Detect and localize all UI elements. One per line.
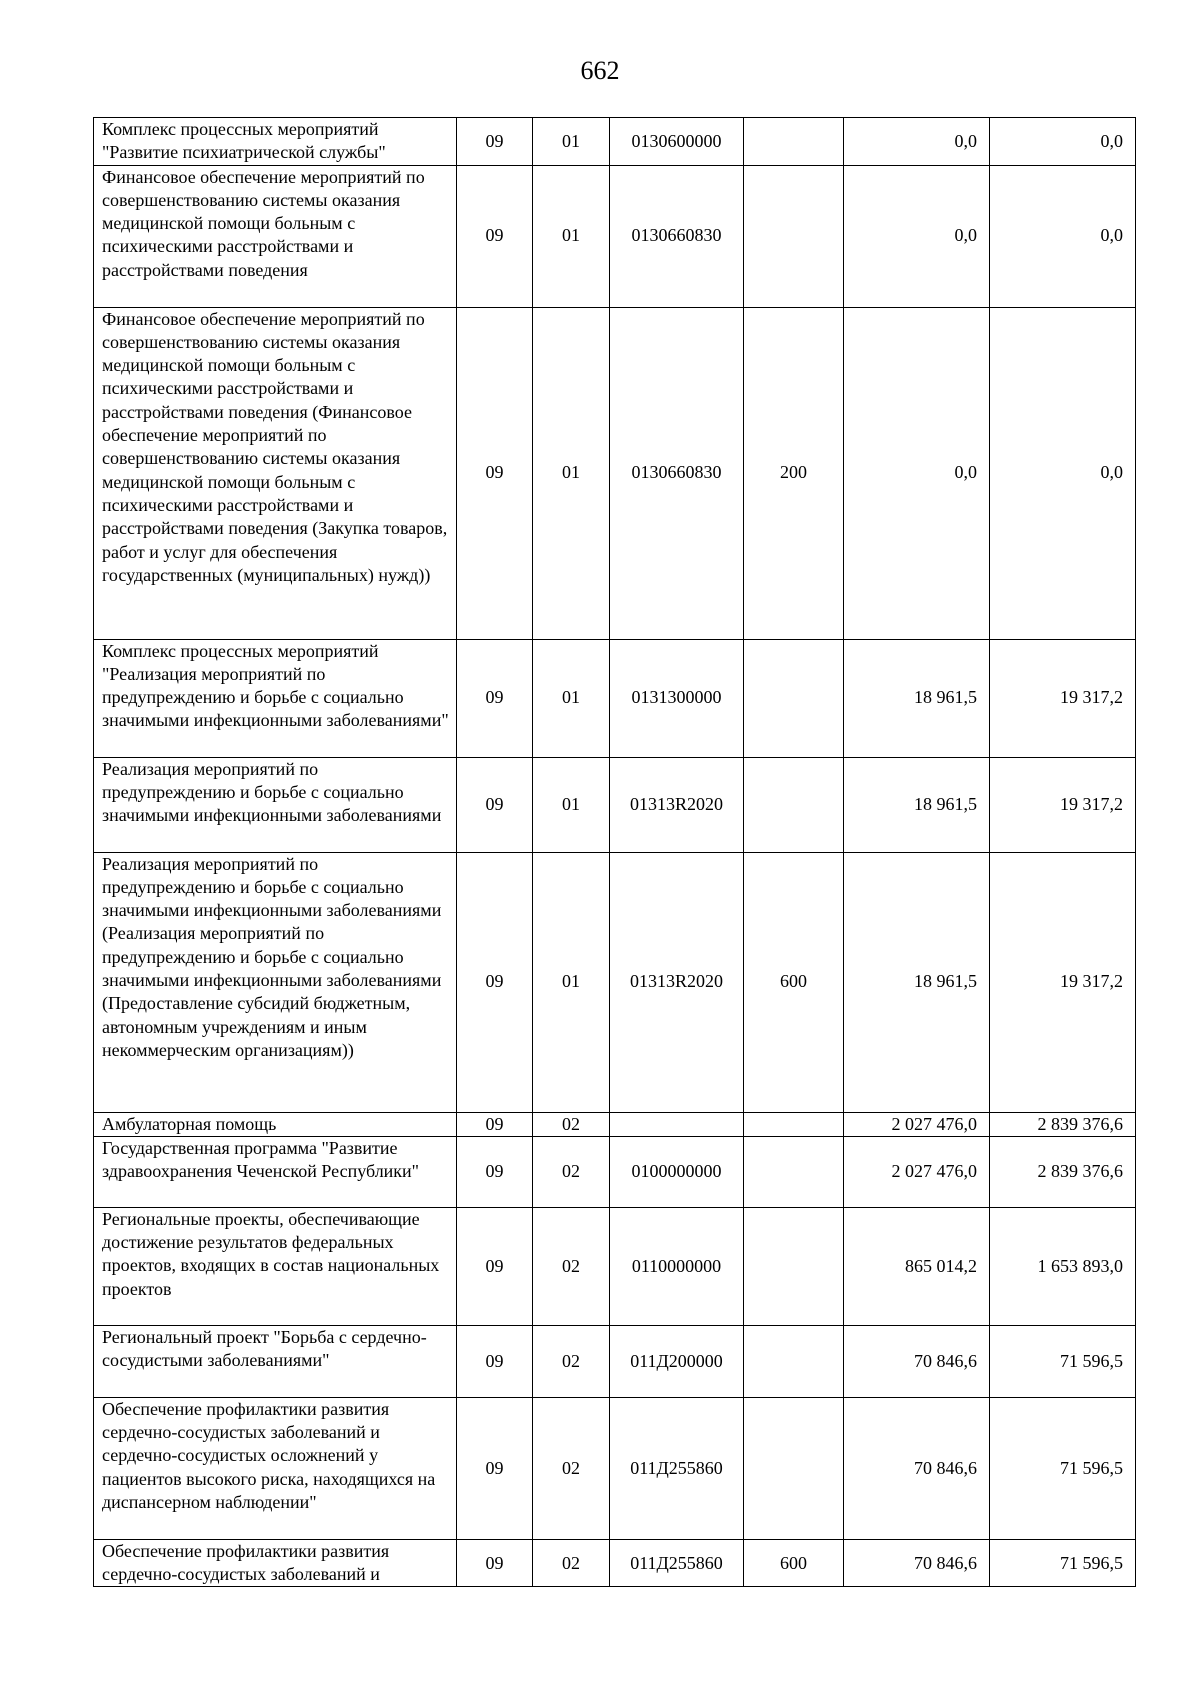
row-sum-year-2: 19 317,2: [990, 639, 1136, 757]
table-row: [94, 1325, 1136, 1397]
row-section: 09: [457, 1207, 533, 1325]
row-subsection: 01: [533, 307, 610, 639]
row-expense-type: 600: [744, 852, 844, 1112]
table-row: [94, 1112, 1136, 1136]
row-section: 09: [457, 118, 533, 166]
row-target-article: 0100000000: [610, 1136, 744, 1207]
row-name: Комплекс процессных мероприятий "Развитие психиатрической службы": [94, 118, 457, 166]
row-section: 09: [457, 1136, 533, 1207]
row-target-article: 0131300000: [610, 639, 744, 757]
row-expense-type: [744, 165, 844, 307]
table-row: [94, 1207, 1136, 1325]
row-expense-type: [744, 1397, 844, 1539]
row-subsection: 01: [533, 165, 610, 307]
row-section: 09: [457, 1397, 533, 1539]
row-section: 09: [457, 1539, 533, 1587]
row-expense-type: [744, 118, 844, 166]
row-target-article: [610, 1112, 744, 1136]
row-expense-type: [744, 1325, 844, 1397]
row-sum-year-1: 70 846,6: [844, 1539, 990, 1587]
row-sum-year-2: 71 596,5: [990, 1397, 1136, 1539]
row-sum-year-1: 70 846,6: [844, 1397, 990, 1539]
row-section: 09: [457, 1325, 533, 1397]
row-sum-year-1: 18 961,5: [844, 639, 990, 757]
row-target-article: 0130600000: [610, 118, 744, 166]
row-sum-year-1: 865 014,2: [844, 1207, 990, 1325]
row-target-article: 0130660830: [610, 165, 744, 307]
row-target-article: 0110000000: [610, 1207, 744, 1325]
row-expense-type: 200: [744, 307, 844, 639]
row-sum-year-1: 0,0: [844, 118, 990, 166]
row-target-article: 011Д255860: [610, 1539, 744, 1587]
row-section: 09: [457, 307, 533, 639]
row-section: 09: [457, 165, 533, 307]
row-sum-year-2: 0,0: [990, 165, 1136, 307]
row-name: Комплекс процессных мероприятий "Реализация мероприятий по предупреждению и борьбе с социально значимыми инфекционными заболеваниями": [94, 639, 457, 757]
row-sum-year-2: 71 596,5: [990, 1539, 1136, 1587]
table-row: [94, 1136, 1136, 1207]
row-name: Региональные проекты, обеспечивающие достижение результатов федеральных проектов, входящих в состав национальных проектов: [94, 1207, 457, 1325]
row-sum-year-1: 0,0: [844, 307, 990, 639]
table-row: [94, 118, 1136, 166]
row-expense-type: [744, 639, 844, 757]
row-subsection: 01: [533, 639, 610, 757]
table-row: [94, 757, 1136, 852]
row-name: Реализация мероприятий по предупреждению и борьбе с социально значимыми инфекционными заболеваниями (Реализация мероприятий по предупреждению и борьбе с социально значимыми инфекционными заболеваниями (Предоставление субсидий бюджетным, автономным учреждениям и иным некоммерческим организациям)): [94, 852, 457, 1112]
row-subsection: 02: [533, 1397, 610, 1539]
row-expense-type: [744, 1207, 844, 1325]
row-sum-year-1: 18 961,5: [844, 757, 990, 852]
row-subsection: 02: [533, 1539, 610, 1587]
row-sum-year-2: 1 653 893,0: [990, 1207, 1136, 1325]
table-row: [94, 1397, 1136, 1539]
row-sum-year-2: 0,0: [990, 118, 1136, 166]
row-name: Региональный проект "Борьба с сердечно-сосудистыми заболеваниями": [94, 1325, 457, 1397]
table-row: [94, 852, 1136, 1112]
row-section: 09: [457, 852, 533, 1112]
page-number: 662: [580, 56, 620, 85]
budget-table: [93, 117, 1136, 1587]
row-name: Финансовое обеспечение мероприятий по совершенствованию системы оказания медицинской помощи больным с психическими расстройствами и расстройствами поведения (Финансовое обеспечение мероприятий по совершенствованию системы оказания медицинской помощи больным с психическими расстройствами и расстройствами поведения (Закупка товаров, работ и услуг для обеспечения государственных (муниципальных) нужд)): [94, 307, 457, 639]
row-expense-type: [744, 1112, 844, 1136]
row-name: Государственная программа "Развитие здравоохранения Чеченской Республики": [94, 1136, 457, 1207]
row-sum-year-1: 2 027 476,0: [844, 1112, 990, 1136]
row-subsection: 01: [533, 852, 610, 1112]
table-row: [94, 165, 1136, 307]
table-row: [94, 639, 1136, 757]
row-name: Обеспечение профилактики развития сердечно-сосудистых заболеваний и сердечно-сосудистых осложнений у пациентов высокого риска, находящихся на диспансерном наблюдении": [94, 1397, 457, 1539]
row-target-article: 011Д200000: [610, 1325, 744, 1397]
row-target-article: 01313R2020: [610, 852, 744, 1112]
row-section: 09: [457, 757, 533, 852]
row-subsection: 01: [533, 757, 610, 852]
row-expense-type: 600: [744, 1539, 844, 1587]
row-sum-year-2: 2 839 376,6: [990, 1136, 1136, 1207]
row-sum-year-1: 70 846,6: [844, 1325, 990, 1397]
row-name: Реализация мероприятий по предупреждению и борьбе с социально значимыми инфекционными заболеваниями: [94, 757, 457, 852]
row-sum-year-1: 0,0: [844, 165, 990, 307]
row-target-article: 011Д255860: [610, 1397, 744, 1539]
row-subsection: 02: [533, 1325, 610, 1397]
row-name: Финансовое обеспечение мероприятий по совершенствованию системы оказания медицинской помощи больным с психическими расстройствами и расстройствами поведения: [94, 165, 457, 307]
row-subsection: 01: [533, 118, 610, 166]
row-name: Амбулаторная помощь: [94, 1112, 457, 1136]
row-sum-year-2: 0,0: [990, 307, 1136, 639]
table-row: [94, 1539, 1136, 1587]
row-target-article: 0130660830: [610, 307, 744, 639]
row-section: 09: [457, 639, 533, 757]
row-sum-year-1: 18 961,5: [844, 852, 990, 1112]
row-sum-year-1: 2 027 476,0: [844, 1136, 990, 1207]
table-row: [94, 307, 1136, 639]
row-subsection: 02: [533, 1207, 610, 1325]
row-section: 09: [457, 1112, 533, 1136]
row-sum-year-2: 71 596,5: [990, 1325, 1136, 1397]
row-name: Обеспечение профилактики развития сердечно-сосудистых заболеваний и: [94, 1539, 457, 1587]
row-target-article: 01313R2020: [610, 757, 744, 852]
row-sum-year-2: 2 839 376,6: [990, 1112, 1136, 1136]
row-subsection: 02: [533, 1112, 610, 1136]
row-subsection: 02: [533, 1136, 610, 1207]
row-sum-year-2: 19 317,2: [990, 852, 1136, 1112]
row-expense-type: [744, 1136, 844, 1207]
row-expense-type: [744, 757, 844, 852]
row-sum-year-2: 19 317,2: [990, 757, 1136, 852]
